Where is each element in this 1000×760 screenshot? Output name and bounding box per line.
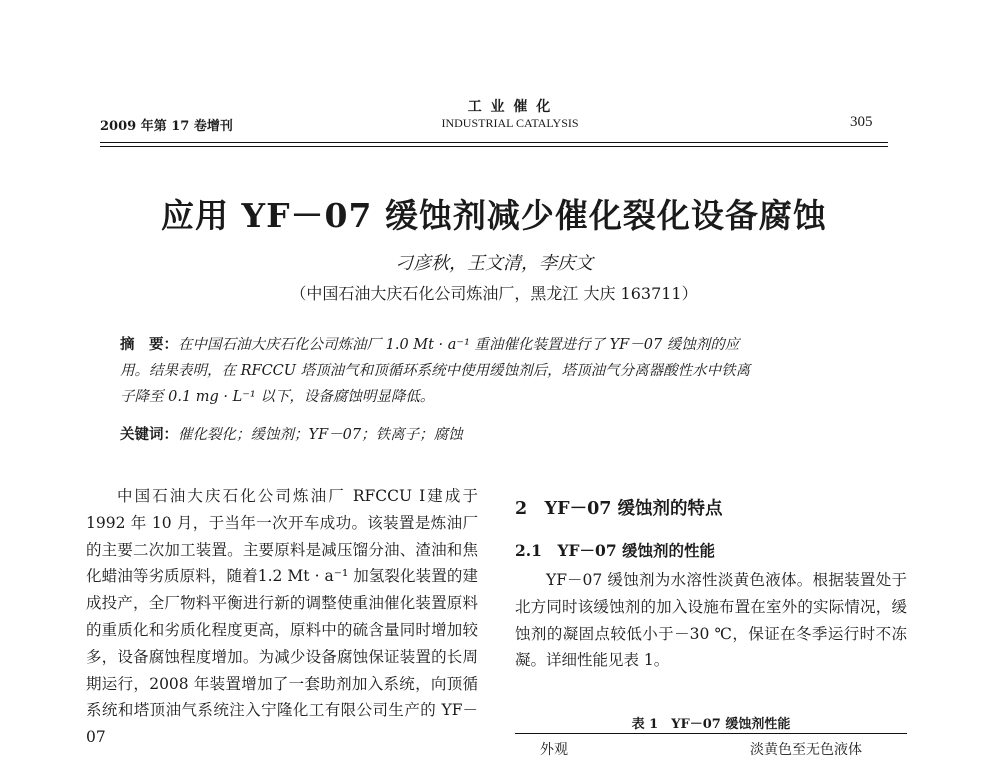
page-number: 305 bbox=[850, 114, 873, 130]
journal-title-cn: 工 业 催 化 bbox=[467, 99, 553, 115]
abstract-text-1: 在中国石油大庆石化公司炼油厂 1.0 Mt · a⁻¹ 重油催化装置进行了 YF－07 缓蚀剂的应 bbox=[178, 337, 740, 353]
table-caption: 表 1 YF－07 缓蚀剂性能 bbox=[631, 717, 791, 732]
abstract-line-2: 用。结果表明，在 RFCCU 塔顶油气和顶循环系统中使用缓蚀剂后，塔顶油气分离器酸性水中铁离 bbox=[120, 363, 751, 379]
header-rule-thin bbox=[100, 146, 888, 147]
abstract-label: 摘 要： bbox=[120, 336, 178, 353]
properties-paragraph: YF－07 缓蚀剂为水溶性淡黄色液体。根据装置处于北方同时该缓蚀剂的加入设施布置在室外的实际情况，缓蚀剂的凝固点较低小于－30 ℃，保证在冬季运行时不冻凝。详细性能见表 1。 bbox=[515, 571, 907, 670]
intro-paragraph: 中国石油大庆石化公司炼油厂 RFCCU Ⅰ建成于 1992 年 10 月，于当年一次开车成功。该装置是炼油厂的主要二次加工装置。主要原料是减压馏分油、渣油和焦化蜡油等劣质原料，随着1.2 Mt · a⁻¹ 加氢裂化装置的建成投产，全厂物料平衡进行新的调整使重油催化装置原料的重质化和劣质化程度更高，原料中的硫含量同时增加较多，设备腐蚀程度增加。为减少设备腐蚀保证装置的长周期运行，2008 年装置增加了一套助剂加入系统，向顶循系统和塔顶油气系统注入宁隆化工有限公司生产的 YF－07 bbox=[86, 487, 478, 747]
article-affiliation: （中国石油大庆石化公司炼油厂，黑龙江 大庆 163711） bbox=[290, 284, 698, 303]
article-authors: 刁彦秋，王文清，李庆文 bbox=[395, 253, 593, 274]
body-left-column bbox=[86, 483, 478, 751]
table-top-rule bbox=[515, 733, 907, 734]
journal-issue: 2009 年第 17 卷增刊 bbox=[100, 119, 233, 134]
journal-title-en: INDUSTRIAL CATALYSIS bbox=[441, 116, 579, 130]
subsection-heading: 2.1 YF－07 缓蚀剂的性能 bbox=[515, 541, 716, 560]
keywords bbox=[120, 423, 860, 444]
article-title: 应用 YF－07 缓蚀剂减少催化裂化设备腐蚀 bbox=[161, 196, 827, 235]
section-heading: 2 YF－07 缓蚀剂的特点 bbox=[515, 499, 723, 519]
body-right-column bbox=[515, 567, 907, 674]
keywords-label: 关键词： bbox=[120, 426, 178, 443]
keywords-text: 催化裂化；缓蚀剂；YF－07；铁离子；腐蚀 bbox=[178, 427, 463, 443]
abstract-line-3: 子降至 0.1 mg · L⁻¹ 以下，设备腐蚀明显降低。 bbox=[120, 389, 435, 405]
abstract bbox=[120, 332, 860, 410]
header-rule-thick bbox=[100, 142, 888, 143]
abstract-line-1 bbox=[120, 332, 860, 358]
table-cell-property: 外观 bbox=[540, 742, 568, 758]
table-cell-value: 淡黄色至无色液体 bbox=[750, 742, 862, 758]
